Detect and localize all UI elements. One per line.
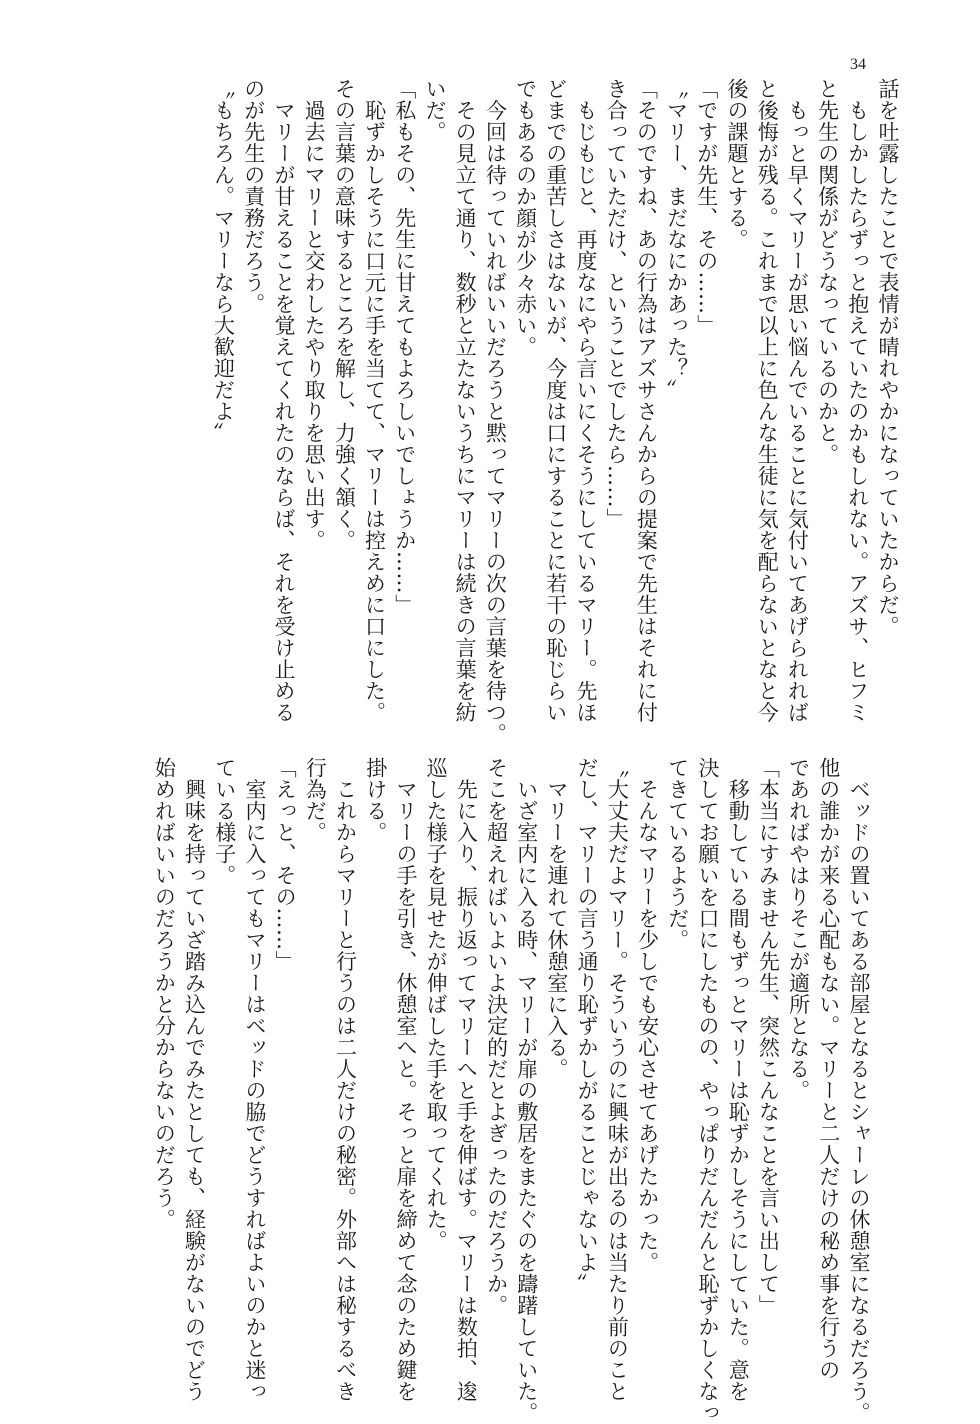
text-column: いざ室内に入る時、マリーが扉の敷居をまたぐのを躊躇していた。 [514, 778, 539, 1424]
text-column: 行為だ。 [303, 757, 328, 843]
text-column: 後の課題とする。 [724, 78, 749, 250]
text-column: いだ。 [422, 78, 447, 143]
text-column: もしかしたらずっと抱えていたのかもしれない。アズサ、ヒフミ [845, 99, 870, 723]
text-column: 「私もその、先生に甘えてもよろしいでしょうか……」 [392, 78, 417, 616]
text-column: 今回は待っていればいいだろうと黙ってマリーの次の言葉を待つ。 [483, 99, 508, 745]
text-column: 先に入り、振り返ってマリーへと手を伸ばす。マリーは数拍、逡 [454, 778, 479, 1402]
text-column: その言葉の意味するところを解し、力強く頷く。 [332, 78, 357, 551]
text-column: 掛ける。 [363, 757, 388, 843]
text-column: マリーの手を引き、休憩室へと。そっと扉を締めて念のため鍵を [393, 778, 418, 1402]
text-column: のが先生の責務だろう。 [241, 78, 266, 315]
text-column: そんなマリーを少しでも安心させてあげたかった。 [635, 778, 660, 1273]
text-column: てきているようだ。 [665, 757, 690, 951]
text-column: もっと早くマリーが思い悩んでいることに気付いてあげられれば [785, 99, 810, 723]
text-column: だし、マリーの言う通り恥ずかしがることじゃないよ〟 [575, 757, 600, 1295]
text-column: 始めればいいのだろうかと分からないのだろう。 [152, 757, 177, 1230]
text-column: ベッドの置いてある部屋となるとシャーレの休憩室になるだろう。 [847, 778, 871, 1424]
text-column: と後悔が残る。これまで以上に色んな生徒に気を配らないとなと今 [755, 78, 780, 723]
text-column: 〝もちろん。マリーなら大歓迎だよ〟 [211, 78, 236, 444]
text-column: ている様子。 [212, 757, 237, 886]
text-column: 「ですが先生、その……」 [694, 78, 719, 336]
page-number: 34 [850, 56, 866, 73]
text-column: 他の誰かが来る心配もない。マリーと二人だけの秘め事を行うの [816, 757, 841, 1381]
text-block-bottom [149, 757, 874, 1424]
text-column: であればやはりそこが適所となる。 [786, 757, 811, 1101]
text-column: 移動している間もずっとマリーは恥ずかしそうにしていた。意を [726, 778, 751, 1402]
text-column: 〝大丈夫だよマリー。そういうのに興味が出るのは当たり前のこと [605, 757, 630, 1402]
text-column: 巡した様子を見せたが伸ばした手を取ってくれた。 [424, 757, 449, 1252]
text-column: と先生の関係がどうなっているのかと。 [815, 78, 840, 465]
text-column: 「本当にすみません先生、突然こんなことを言い出して」 [756, 757, 781, 1316]
text-column: でもあるのか顔が少々赤い。 [513, 78, 538, 358]
text-column: 「そのですね、あの行為はアズサさんからの提案で先生はそれに付 [634, 78, 659, 723]
text-column: マリーが甘えることを覚えてくれたのならば、それを受け止める [271, 99, 296, 723]
text-column: 「えっと、その……」 [273, 757, 298, 972]
text-column: き合っていただけ、ということでしたら……」 [604, 78, 629, 530]
text-block-top [208, 78, 903, 745]
text-column: 過去にマリーと交わしたやり取りを思い出す。 [302, 99, 327, 551]
text-column: 興味を持っていざ踏み込んでみたとしても、経験がないのでどう [182, 778, 207, 1402]
text-column: 室内に入ってもマリーはベッドの脇でどうすればよいのかと迷っ [242, 778, 267, 1402]
text-column: そこを超えればいよいよ決定的だとよぎったのだろうか。 [484, 757, 509, 1316]
text-column: 話を吐露したことで表情が晴れやかになっていたからだ。 [876, 78, 900, 637]
text-column: 〝マリー、まだなにかあった？〟 [664, 78, 689, 401]
text-column: 恥ずかしそうに口元に手を当てて、マリーは控えめに口にした。 [362, 99, 387, 723]
text-column: マリーを連れて休憩室に入る。 [544, 778, 569, 1080]
text-column: もじもじと、再度なにやら言いにくそうにしているマリー。先ほ [573, 99, 598, 723]
text-column: 決してお願いを口にしたものの、やっぱりだんだんと恥ずかしくなっ [695, 757, 720, 1424]
text-column: その見立て通り、数秒と立たないうちにマリーは続きの言葉を紡 [453, 99, 478, 723]
text-column: どまでの重苦しさはないが、今度は口にすることに若干の恥じらい [543, 78, 568, 723]
text-column: これからマリーと行うのは二人だけの秘密。外部へは秘するべき [333, 778, 358, 1402]
